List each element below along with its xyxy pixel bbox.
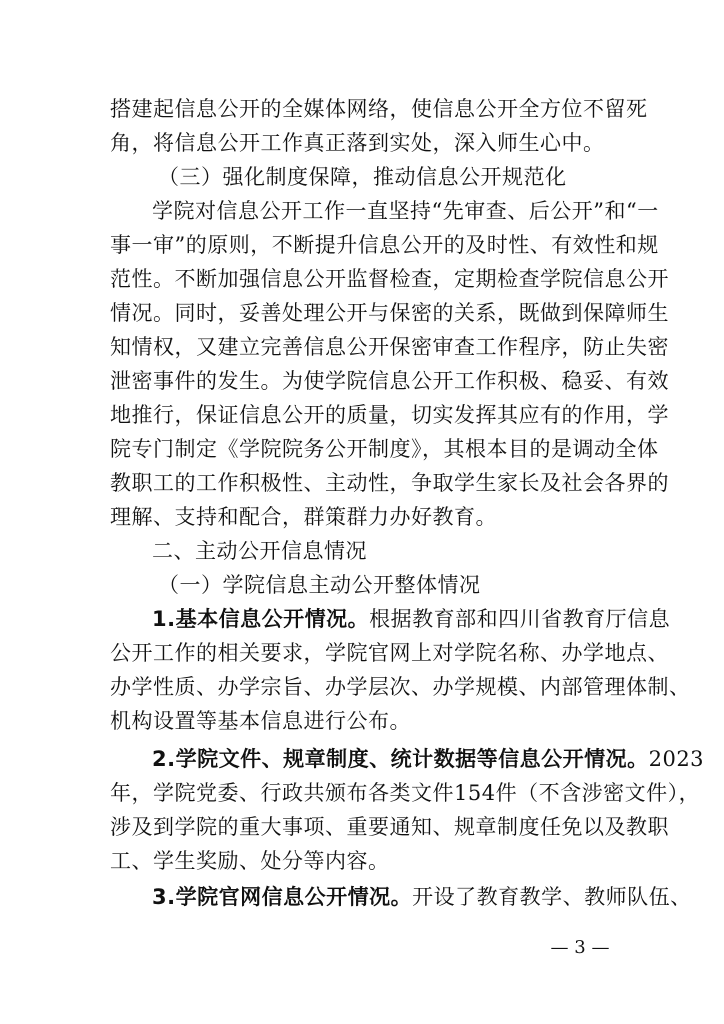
paragraph-line: 年，学院党委、行政共颁布各类文件154件（不含涉密文件）， [110,781,701,805]
paragraph-line: 教职工的工作积极性、主动性，争取学生家长及社会各界的 [110,471,669,495]
page-number: — 3 — [550,937,610,958]
item-text: 2023 [648,747,705,771]
paragraph-line: 院专门制定《学院院务公开制度》，其根本目的是调动全体 [110,437,659,461]
paragraph-line: 泄密事件的发生。为使学院信息公开工作积极、稳妥、有效 [110,369,669,393]
paragraph-line [152,880,692,914]
paragraph-line: 范性。不断加强信息公开监督检查，定期检查学院信息公开 [110,267,669,291]
item-heading: 3.学院官网信息公开情况。 [152,885,413,909]
paragraph-line: 工、学生奖励、处分等内容。 [110,849,390,873]
item-heading: 1.基本信息公开情况。 [152,607,370,631]
item-text: 根据教育部和四川省教育厅信息 [369,607,671,631]
paragraph-line: 涉及到学院的重大事项、重要通知、规章制度任免以及教职 [110,815,669,839]
paragraph-line: 事一审”的原则，不断提升信息公开的及时性、有效性和规 [110,233,659,257]
paragraph-line: 知情权，又建立完善信息公开保密审查工作程序，防止失密 [110,335,669,359]
subsection-heading: （一）学院信息主动公开整体情况 [158,573,481,597]
item-heading: 2.学院文件、规章制度、统计数据等信息公开情况。 [152,747,649,771]
paragraph-line: 办学性质、办学宗旨、办学层次、办学规模、内部管理体制、 [110,675,691,699]
paragraph-line: 机构设置等基本信息进行公布。 [110,709,411,733]
section-heading: 二、主动公开信息情况 [152,539,367,563]
paragraph-line: 地推行，保证信息公开的质量，切实发挥其应有的作用，学 [110,403,669,427]
paragraph-line: 情况。同时，妥善处理公开与保密的关系，既做到保障师生 [110,301,669,325]
paragraph-line [152,602,671,636]
paragraph-line: 搭建起信息公开的全媒体网络，使信息公开全方位不留死 [110,97,648,121]
section-heading: （三）强化制度保障，推动信息公开规范化 [158,165,567,189]
paragraph-line [152,742,705,776]
paragraph-line: 理解、支持和配合，群策群力办好教育。 [110,505,497,529]
paragraph-line: 学院对信息公开工作一直坚持“先审查、后公开”和“一 [152,199,659,223]
paragraph-line: 公开工作的相关要求，学院官网上对学院名称、办学地点、 [110,641,669,665]
paragraph-line: 角，将信息公开工作真正落到实处，深入师生心中。 [110,131,605,155]
item-text: 开设了教育教学、教师队伍、 [412,885,692,909]
